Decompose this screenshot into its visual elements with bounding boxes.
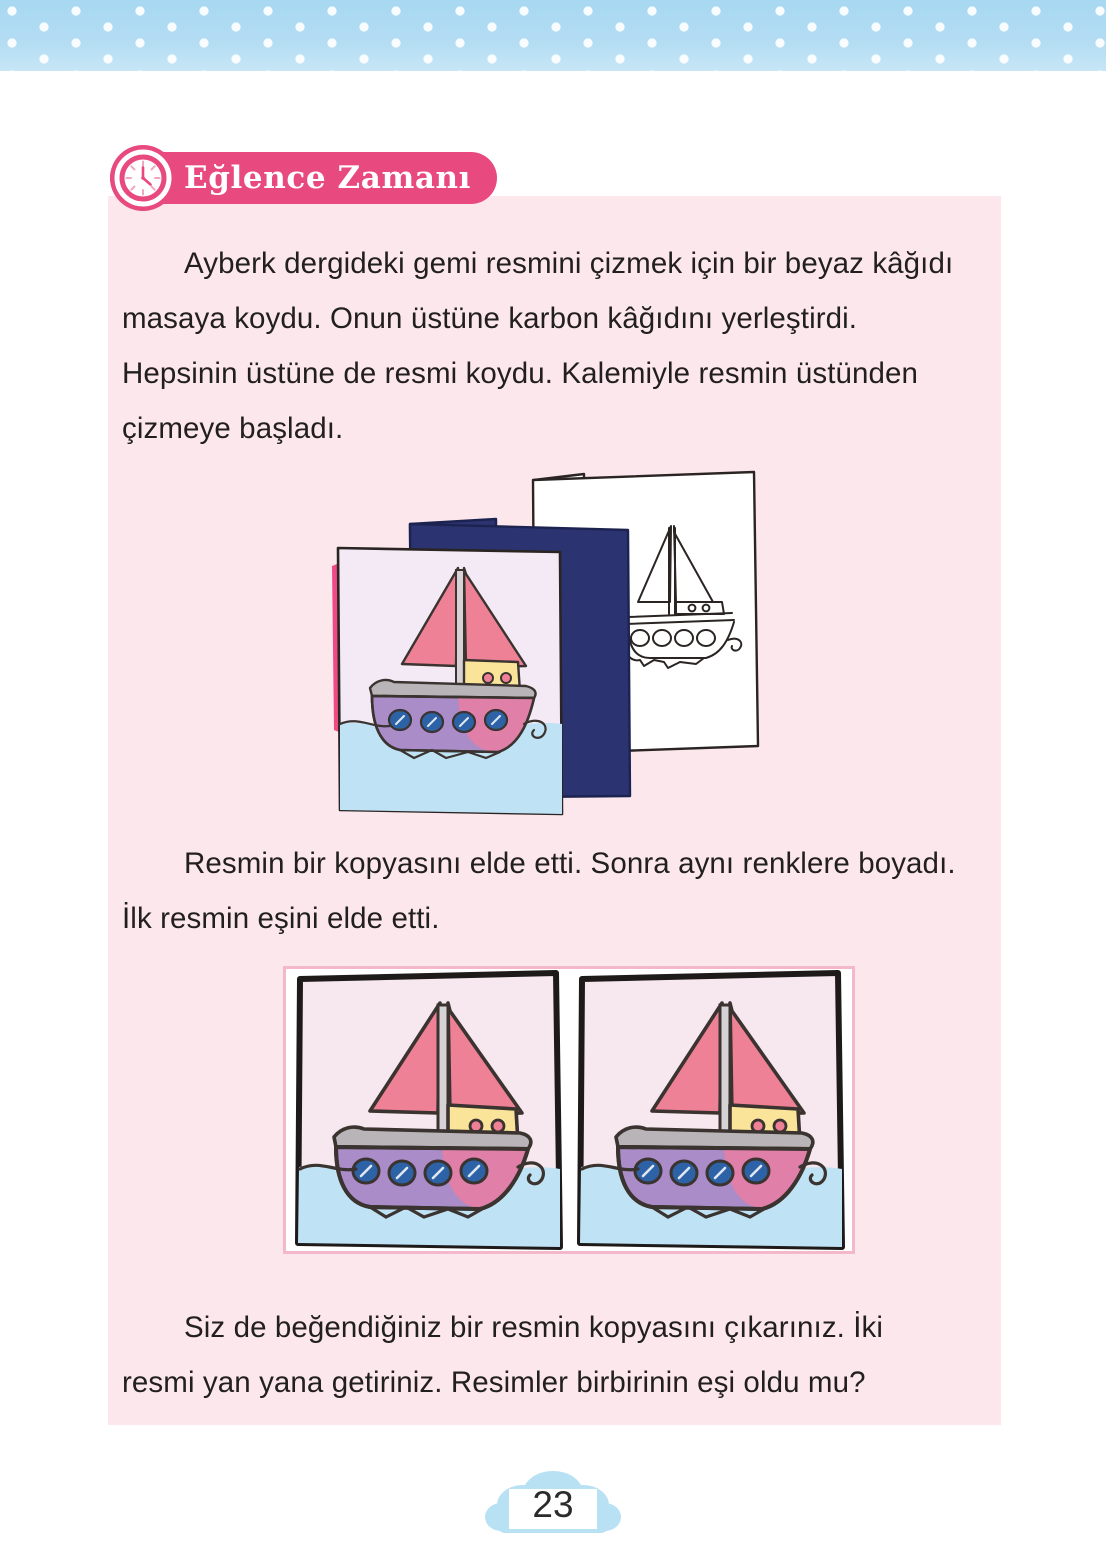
paragraph-line: çizmeye başladı. <box>122 412 344 445</box>
decorative-top-banner <box>0 0 1106 78</box>
picture-left <box>298 973 560 1247</box>
clock-icon <box>110 145 176 211</box>
page-number-cloud <box>483 1463 623 1541</box>
paragraph-line: resmi yan yana getiriniz. Resimler birbirinin eşi oldu mu? <box>122 1366 866 1399</box>
identical-pictures-illustration <box>283 966 855 1254</box>
section-header-label: Eğlence Zamanı <box>184 160 472 196</box>
carbon-copy-illustration <box>328 462 776 824</box>
paragraph-activity <box>122 1300 988 1410</box>
picture-right <box>580 973 842 1247</box>
paragraph-line: Resmin bir kopyasını elde etti. Sonra aynı renklere boyadı. <box>184 847 956 880</box>
paragraph-intro <box>122 236 988 456</box>
banner-scallop-fill <box>0 71 1106 78</box>
paragraph-line: Ayberk dergideki gemi resmini çizmek için bir beyaz kâğıdı <box>184 247 954 280</box>
paragraph-line: Siz de beğendiğiniz bir resmin kopyasını çıkarınız. İki <box>184 1311 884 1344</box>
paragraph-line: Hepsinin üstüne de resmi koydu. Kalemiyle resmin üstünden <box>122 357 919 390</box>
paragraph-line: masaya koydu. Onun üstüne karbon kâğıdını yerleştirdi. <box>122 302 858 335</box>
page-number-label: 23 <box>532 1484 574 1525</box>
paragraph-result <box>122 836 988 946</box>
paragraph-line: İlk resmin eşini elde etti. <box>122 902 440 935</box>
